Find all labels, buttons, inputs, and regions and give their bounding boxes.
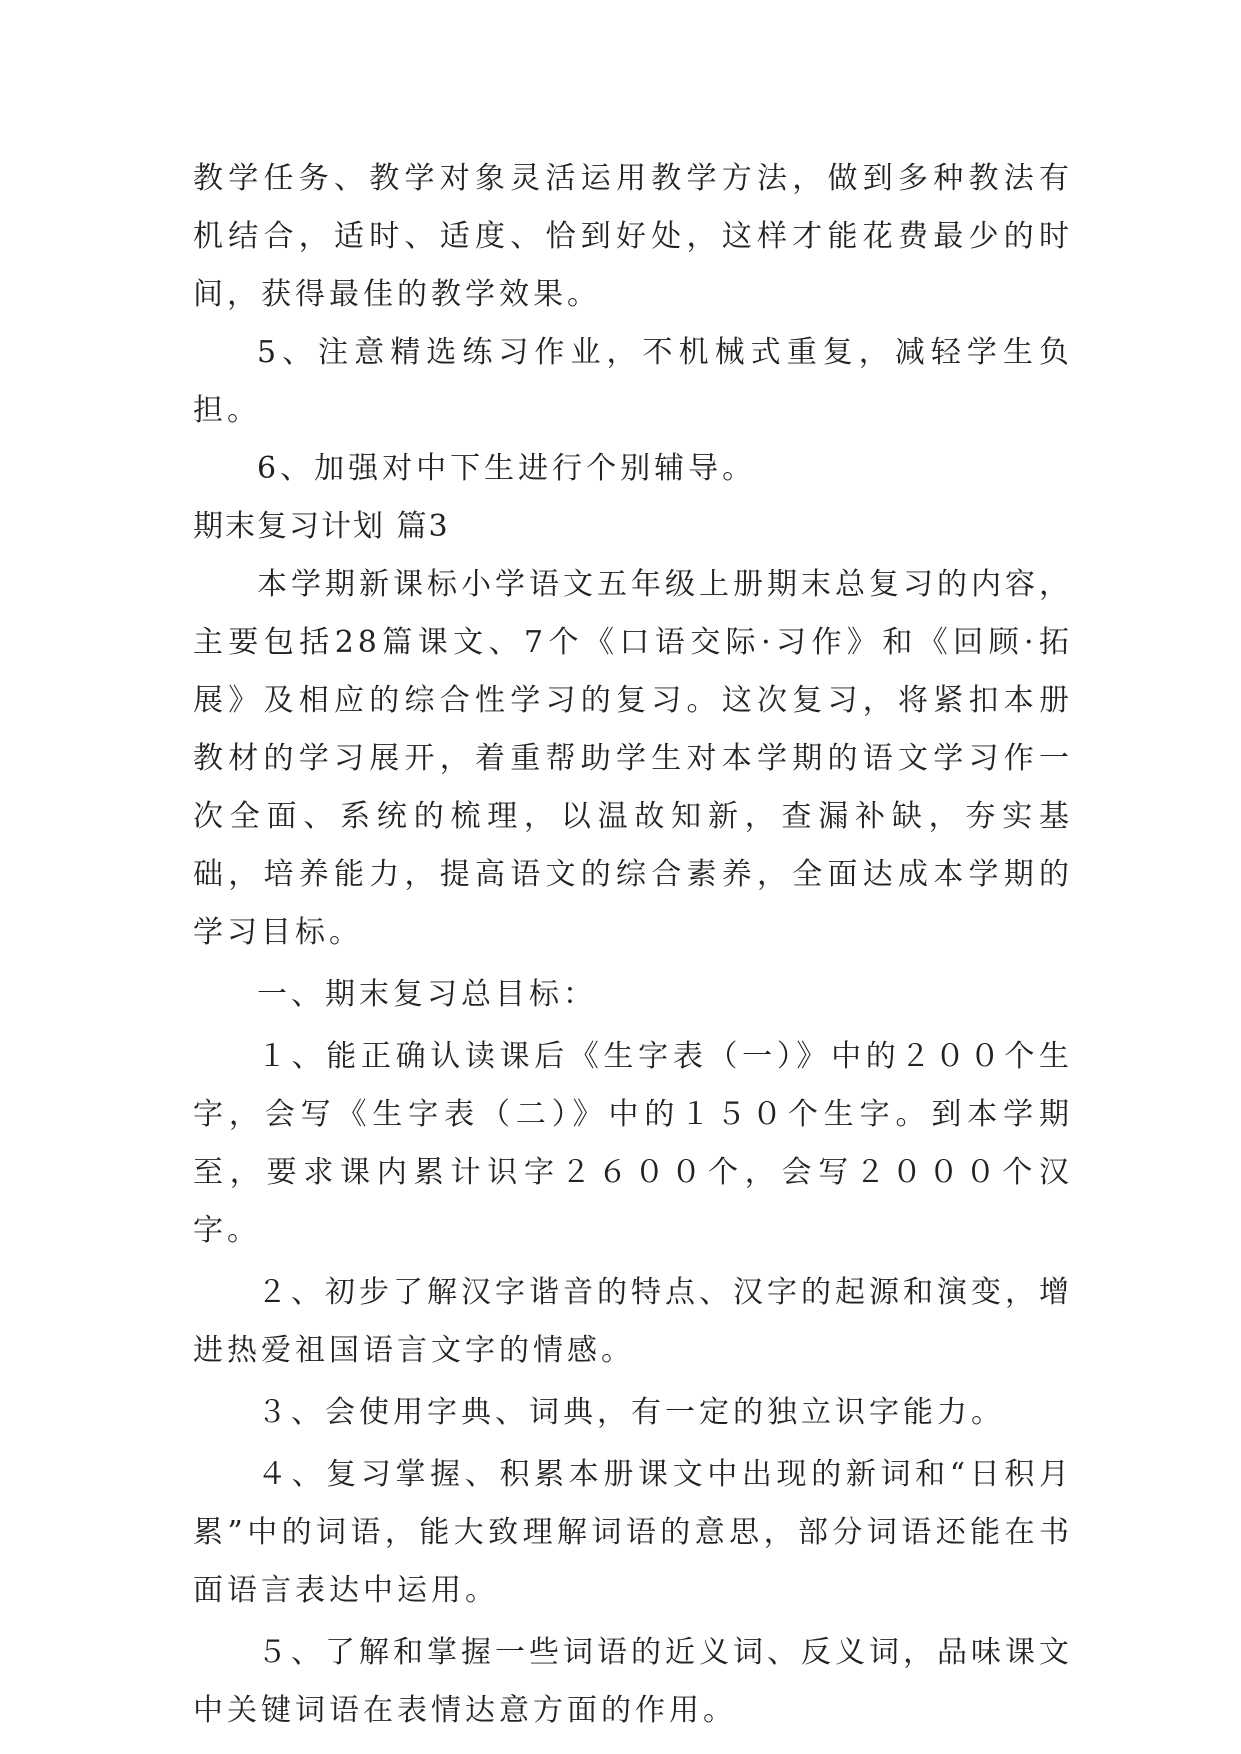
paragraph-continuation: 教学任务、教学对象灵活运用教学方法，做到多种教法有机结合，适时、适度、恰到好处，这样才能花费最少的时间，获得最佳的教学效果。 bbox=[193, 161, 1073, 312]
paragraph-goal-4: ４、复习掌握、积累本册课文中出现的新词和“日积月累”中的词语，能大致理解词语的意思，部分词语还能在书面语言表达中运用。 bbox=[193, 1457, 1073, 1608]
paragraph-item-6: 6、加强对中下生进行个别辅导。 bbox=[257, 451, 757, 486]
paragraph-goal-5: ５、了解和掌握一些词语的近义词、反义词，品味课文中关键词语在表情达意方面的作用。 bbox=[193, 1635, 1073, 1728]
paragraph-goal-3: ３、会使用字典、词典，有一定的独立识字能力。 bbox=[257, 1395, 1005, 1430]
document-body bbox=[193, 150, 1073, 1740]
section-heading: 期末复习计划 篇3 bbox=[193, 509, 450, 544]
paragraph-goal-1: １、能正确认读课后《生字表（一）》中的２００个生字，会写《生字表（二）》中的１５０个生字。到本学期至，要求课内累计识字２６００个，会写２０００个汉字。 bbox=[193, 1039, 1073, 1248]
paragraph-goal-2: ２、初步了解汉字谐音的特点、汉字的起源和演变，增进热爱祖国语言文字的情感。 bbox=[193, 1275, 1073, 1368]
paragraph-goal-heading: 一、期末复习总目标： bbox=[257, 977, 597, 1012]
paragraph-intro: 本学期新课标小学语文五年级上册期末总复习的内容，主要包括28篇课文、7个《口语交际·习作》和《回顾·拓展》及相应的综合性学习的复习。这次复习，将紧扣本册教材的学习展开，着重帮助学生对本学期的语文学习作一次全面、系统的梳理，以温故知新，查漏补缺，夯实基础，培养能力，提高语文的综合素养，全面达成本学期的学习目标。 bbox=[193, 567, 1073, 950]
paragraph-item-5: 5、注意精选练习作业，不机械式重复，减轻学生负担。 bbox=[193, 335, 1073, 428]
